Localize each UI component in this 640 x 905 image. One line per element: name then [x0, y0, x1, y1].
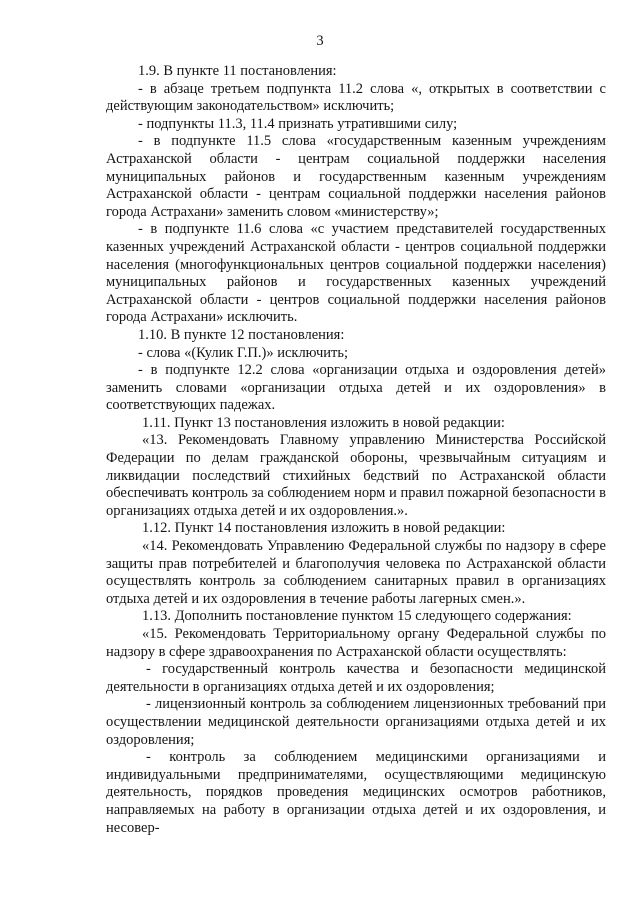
document-body [106, 63, 606, 837]
paragraph-1-9-item-1: - в абзаце третьем подпункта 11.2 слова «, открытых в соответствии с действующим законодательством» исключить; [106, 80, 606, 115]
paragraph-1-9-item-2: - подпункты 11.3, 11.4 признать утратившими силу; [138, 115, 458, 132]
paragraph-1-13-heading: 1.13. Дополнить постановление пунктом 15 следующего содержания: [142, 608, 572, 625]
paragraph-1-10-heading: 1.10. В пункте 12 постановления: [138, 326, 345, 343]
paragraph-1-11-text: «13. Рекомендовать Главному управлению Министерства Российской Федерации по делам гражданской обороны, чрезвычайным ситуациям и ликвидации последствий стихийных бедствий по Астраханской области обеспечивать контроль за соблюдением норм и правил пожарной безопасности в организациях отдыха детей и их оздоровления.». [106, 432, 606, 519]
paragraph-1-9-item-3: - в подпункте 11.5 слова «государственным казенным учреждениям Астраханской области - центрам социальной поддержки населения муниципальных районов и государственным казенным учреждениям Астраханской области - центрам социальной поддержки населения районов города Астрахани» заменить словом «министерству»; [106, 133, 606, 220]
paragraph-1-11-heading: 1.11. Пункт 13 постановления изложить в новой редакции: [142, 414, 505, 431]
paragraph-1-12-text: «14. Рекомендовать Управлению Федеральной службы по надзору в сфере защиты прав потребителей и благополучия человека по Астраханской области осуществлять контроль за соблюдением санитарных правил в организациях отдыха детей и их оздоровления в течение работы лагерных смен.». [106, 538, 606, 607]
paragraph-1-9-item-4: - в подпункте 11.6 слова «с участием представителей государственных казенных учреждений Астраханской области - центров социальной поддержки населения (многофункциональных центров социальной поддержки населения) муниципальных районов и государственных казенных учреждений Астраханской области - центров социальной поддержки населения районов города Астрахани» исключить. [106, 221, 606, 326]
paragraph-1-13-item-1: - государственный контроль качества и безопасности медицинской деятельности в организациях отдыха детей и их оздоровления; [106, 661, 606, 695]
paragraph-1-10-item-1: - слова «(Кулик Г.П.)» исключить; [138, 344, 348, 361]
paragraph-1-13-item-3: - контроль за соблюдением медицинскими организациями и индивидуальными предпринимателями, осуществляющими медицинскую деятельность, порядков проведения медицинских осмотров работников, направляемых на работу в организации отдыха детей и их оздоровления, и несовер- [106, 749, 606, 836]
paragraph-1-13-item-2: - лицензионный контроль за соблюдением лицензионных требований при осуществлении медицинской деятельности организациями отдыха детей и их оздоровления; [106, 696, 606, 748]
page-number: 3 [316, 33, 324, 49]
paragraph-1-10-item-2: - в подпункте 12.2 слова «организации отдыха и оздоровления детей» заменить словами «организации отдыха детей и их оздоровления» в соответствующих падежах. [106, 362, 606, 414]
paragraph-1-12-heading: 1.12. Пункт 14 постановления изложить в новой редакции: [142, 520, 506, 537]
paragraph-1-13-text: «15. Рекомендовать Территориальному органу Федеральной службы по надзору в сфере здравоохранения по Астраханской области осуществлять: [106, 626, 606, 660]
paragraph-1-9-heading: 1.9. В пункте 11 постановления: [138, 63, 337, 79]
